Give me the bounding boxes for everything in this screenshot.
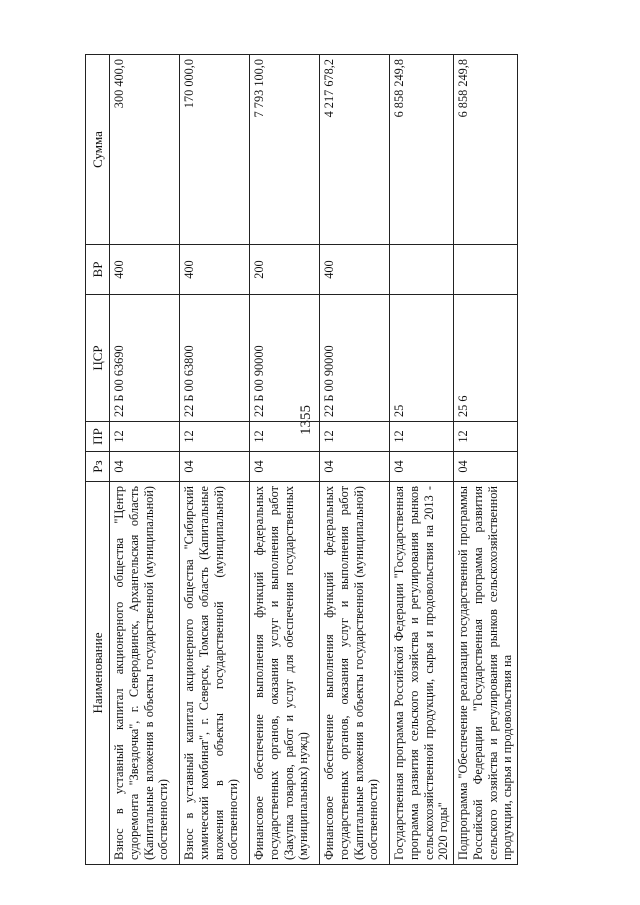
header-name: Наименование (86, 482, 110, 865)
header-vr: ВР (86, 245, 110, 295)
row-sum: 7 793 100,0 (250, 55, 320, 245)
table-row (454, 55, 518, 865)
row-pr: 12 (390, 422, 454, 452)
row-name: Подпрограмма "Обеспечение реализации государственной программы Российской Федерации "Государственная программа развития сельского хозяйства и регулирования рынков сельскохозяйственной продукции, сырья и продовольствия на (454, 482, 518, 865)
table-header-row (86, 55, 110, 865)
row-csr: 22 Б 00 90000 (320, 295, 390, 422)
row-rz: 04 (110, 452, 180, 482)
budget-sheet (85, 55, 565, 865)
row-sum: 4 217 678,2 (320, 55, 390, 245)
row-csr: 22 Б 00 63690 (110, 295, 180, 422)
header-rz: Рз (86, 452, 110, 482)
page-number: 1355 (298, 405, 314, 435)
row-vr: 400 (320, 245, 390, 295)
row-rz: 04 (390, 452, 454, 482)
row-name: Финансовое обеспечение выполнения функций федеральных государственных органов, оказания услуг и выполнения работ (Закупка товаров, работ и услуг для обеспечения государственных (муниципальных) нужд) (250, 482, 320, 865)
row-vr (454, 245, 518, 295)
rotated-table-wrapper (85, 55, 565, 865)
row-name: Государственная программа Российской Федерации "Государственная программа развития сельского хозяйства и регулирования рынков сельскохозяйственной продукции, сырья и продовольствия на 2013 - 2020 годы" (390, 482, 454, 865)
table-row (110, 55, 180, 865)
row-csr: 22 Б 00 63800 (180, 295, 250, 422)
row-sum: 170 000,0 (180, 55, 250, 245)
row-pr: 12 (110, 422, 180, 452)
header-csr: ЦСР (86, 295, 110, 422)
row-rz: 04 (250, 452, 320, 482)
row-vr: 200 (250, 245, 320, 295)
row-vr (390, 245, 454, 295)
row-pr: 12 (250, 422, 320, 452)
budget-table (85, 54, 518, 865)
row-rz: 04 (320, 452, 390, 482)
row-name: Взнос в уставный капитал акционерного общества "Центр судоремонта "Звездочка", г. Северодвинск, Архангельская область (Капитальные вложения в объекты государственной (муниципальной) собственности) (110, 482, 180, 865)
table-row (250, 55, 320, 865)
table-row (180, 55, 250, 865)
row-sum: 300 400,0 (110, 55, 180, 245)
header-sum: Сумма (86, 55, 110, 245)
row-sum: 6 858 249,8 (390, 55, 454, 245)
row-rz: 04 (454, 452, 518, 482)
row-csr: 25 (390, 295, 454, 422)
row-name: Финансовое обеспечение выполнения функций федеральных государственных органов, оказания услуг и выполнения работ (Капитальные вложения в объекты государственной (муниципальной) собственности) (320, 482, 390, 865)
table-row (390, 55, 454, 865)
row-name: Взнос в уставный капитал акционерного общества "Сибирский химический комбинат", г. Северск, Томская область (Капитальные вложения в объекты государственной (муниципальной) собственности) (180, 482, 250, 865)
row-csr: 25 6 (454, 295, 518, 422)
row-rz: 04 (180, 452, 250, 482)
row-csr: 22 Б 00 90000 (250, 295, 320, 422)
table-row (320, 55, 390, 865)
row-vr: 400 (180, 245, 250, 295)
row-pr: 12 (454, 422, 518, 452)
row-pr: 12 (320, 422, 390, 452)
row-sum: 6 858 249,8 (454, 55, 518, 245)
row-vr: 400 (110, 245, 180, 295)
row-pr: 12 (180, 422, 250, 452)
header-pr: ПР (86, 422, 110, 452)
